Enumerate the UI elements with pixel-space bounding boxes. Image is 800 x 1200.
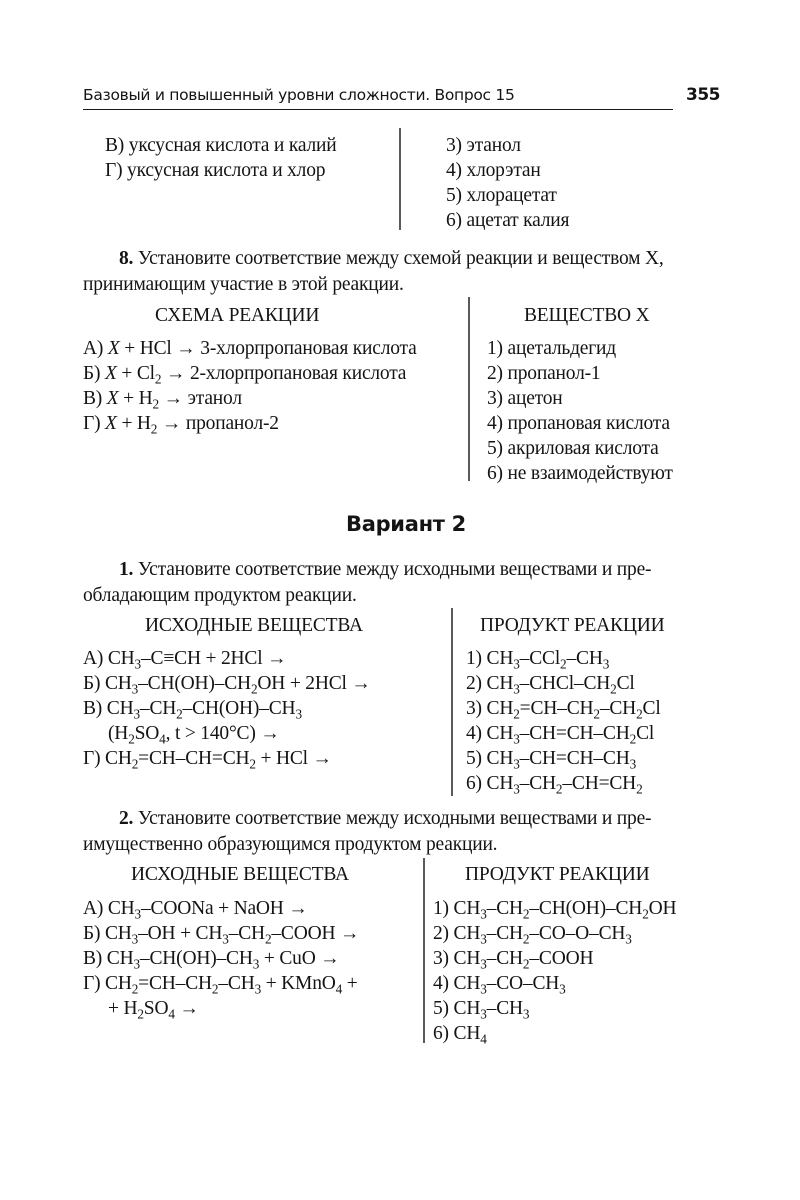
reactant-item: А) $CH_3-C\equiv CH + 2HCl$ → — [83, 648, 287, 672]
reactant-item: В) $CH_3-CH_2-CH(OH)-CH_3$ — [83, 698, 302, 722]
substance-item: 6) не взаимодействуют — [487, 463, 673, 484]
page-number: 355 — [686, 85, 720, 105]
reaction-scheme-item: А) X + HCl → 3-хлорпропановая кислота — [83, 338, 417, 359]
variant-heading: Вариант 2 — [346, 512, 466, 536]
task-1-right-column — [466, 646, 661, 796]
column-divider — [399, 128, 401, 230]
product-item: 5) $CH_3-CH=CH-CH_3$ — [466, 748, 637, 772]
reaction-scheme-item: Б) $X + Cl_2$ → 2-хлорпропановая кислота — [83, 363, 407, 387]
reactant-item: В) $CH_3-CH(OH)-CH_3$ + CuO → — [83, 948, 340, 972]
product-item: 4) $CH_3-CO-CH_3$ — [433, 973, 566, 997]
product-item: 5) $CH_3-CH_3$ — [433, 998, 530, 1022]
reaction-scheme-item: Г) $X + H_2$ → пропанол-2 — [83, 413, 279, 437]
prev-task-right-item: 3) этанол — [446, 135, 521, 156]
task-text-line: обладающим продуктом реакции. — [83, 585, 357, 606]
reactant-item: Г) $CH_2=CH-CH_2-CH_3$ + KMnO$_4$ + — [83, 973, 358, 997]
substance-item: 4) пропановая кислота — [487, 413, 670, 434]
task-8-right-column — [487, 336, 673, 486]
task-text-line: принимающим участие в этой реакции. — [83, 274, 404, 295]
reaction-scheme-item: В) $X + H_2$ → этанол — [83, 388, 242, 412]
column-header-left: ИСХОДНЫЕ ВЕЩЕСТВА — [131, 864, 349, 885]
column-header-right: ПРОДУКТ РЕАКЦИИ — [480, 615, 665, 636]
task-text-line: Установите соответствие между исходными веществами и пре- — [137, 808, 652, 829]
product-item: 4) $CH_3-CH=CH-CH_2Cl$ — [466, 723, 655, 747]
task-text-line: Установите соответствие между схемой реакции и веществом X, — [137, 248, 664, 269]
task-number: 8. — [119, 248, 134, 269]
prev-task-left-item: Г) уксусная кислота и хлор — [105, 160, 326, 181]
prev-task-right-item: 4) хлорэтан — [446, 160, 541, 181]
product-item: 6) $CH_4$ — [433, 1023, 487, 1047]
reactant-item: Г) $CH_2=CH-CH=CH_2$ + HCl → — [83, 748, 332, 772]
product-item: 3) $CH_2=CH-CH_2-CH_2Cl$ — [466, 698, 661, 722]
prev-task-right-item: 6) ацетат калия — [446, 210, 570, 231]
column-divider — [468, 297, 470, 481]
task-8-left-column — [83, 336, 417, 436]
task-8-statement — [83, 246, 723, 298]
reactant-item: А) $CH_3$–COONa + NaOH → — [83, 898, 308, 922]
reactant-item: Б) $CH_3-OH$ + $CH_3-CH_2$–COOH → — [83, 923, 360, 947]
substance-item: 3) ацетон — [487, 388, 563, 409]
column-divider — [451, 608, 453, 796]
task-text-line: имущественно образующимся продуктом реакции. — [83, 834, 498, 855]
column-header-right: ПРОДУКТ РЕАКЦИИ — [465, 864, 650, 885]
substance-item: 5) акриловая кислота — [487, 438, 659, 459]
task-1-statement — [83, 557, 723, 609]
product-item: 1) $CH_3-CCl_2-CH_3$ — [466, 648, 610, 672]
prev-task-left-item: В) уксусная кислота и калий — [105, 135, 337, 156]
reactant-item: Б) $CH_3-CH(OH)-CH_2OH + 2HCl$ → — [83, 673, 371, 697]
task-number: 2. — [119, 808, 134, 829]
running-header-title: Базовый и повышенный уровни сложности. Вопрос 15 — [83, 86, 515, 104]
prev-task-left-column — [105, 133, 336, 183]
task-2-left-column — [83, 896, 359, 1021]
substance-item: 2) пропанол-1 — [487, 363, 601, 384]
column-divider — [423, 858, 425, 1043]
task-2-right-column — [433, 896, 676, 1046]
reactant-item-continuation: + $H_2SO_4$ → — [108, 998, 199, 1022]
header-rule — [83, 109, 673, 110]
task-1-left-column — [83, 646, 371, 771]
product-item: 2) $CH_3-CHCl-CH_2Cl$ — [466, 673, 635, 697]
reactant-item-continuation: ($H_2SO_4$, t > 140°C) → — [108, 723, 280, 747]
task-number: 1. — [119, 559, 134, 580]
product-item: 3) $CH_3-CH_2$–COOH — [433, 948, 594, 972]
substance-item: 1) ацетальдегид — [487, 338, 617, 359]
task-2-statement — [83, 806, 723, 858]
product-item: 6) $CH_3-CH_2-CH=CH_2$ — [466, 773, 643, 797]
task-text-line: Установите соответствие между исходными веществами и пре- — [137, 559, 652, 580]
product-item: 1) $CH_3-CH_2-CH(OH)-CH_2OH$ — [433, 898, 677, 922]
column-header-right: ВЕЩЕСТВО X — [524, 305, 650, 326]
product-item: 2) $CH_3-CH_2-CO-O-CH_3$ — [433, 923, 632, 947]
prev-task-right-item: 5) хлорацетат — [446, 185, 557, 206]
column-header-left: СХЕМА РЕАКЦИИ — [155, 305, 320, 326]
column-header-left: ИСХОДНЫЕ ВЕЩЕСТВА — [145, 615, 363, 636]
prev-task-right-column — [446, 133, 569, 233]
